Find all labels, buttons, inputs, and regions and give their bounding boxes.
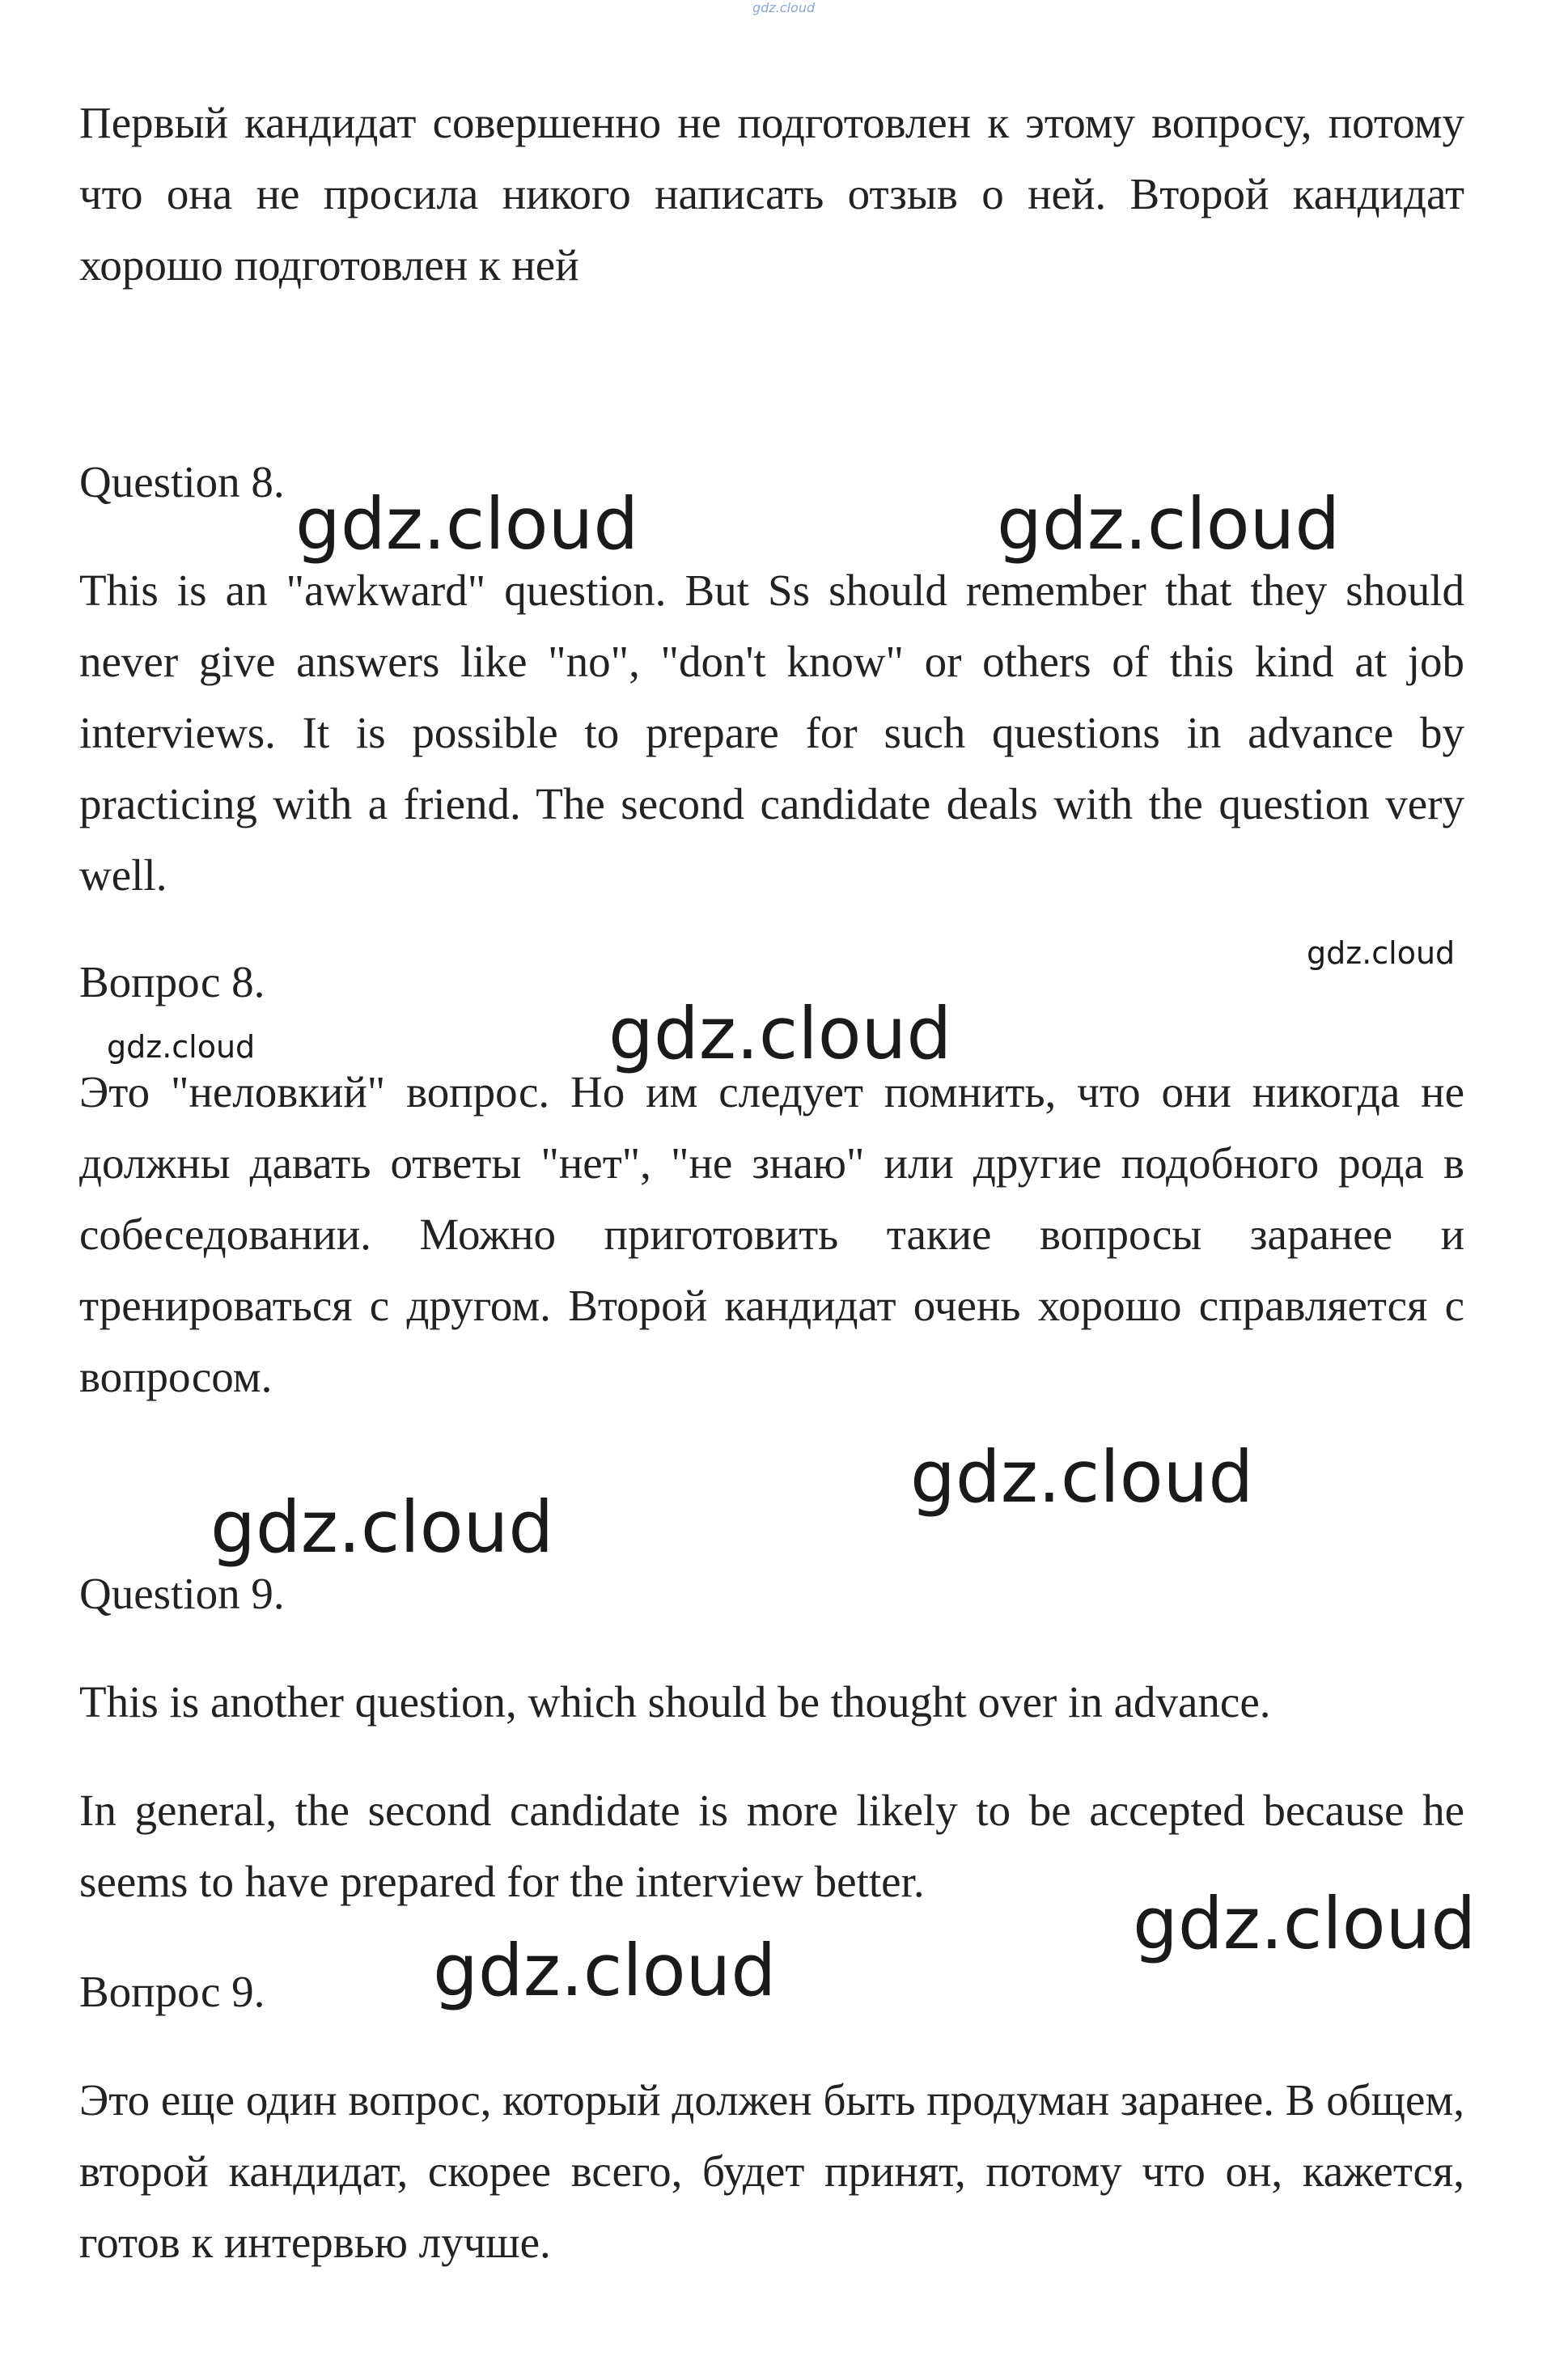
paragraph-question-8-en: This is an "awkward" question. But Ss should remember that they should never give answers like "no", "don't know" or others of this kind at job interviews. It is possible to prepare for such questions in advance by practicing with a friend. The second candidate deals with the question very well.	[79, 566, 1464, 900]
watermark: gdz.cloud	[608, 992, 952, 1075]
heading-question-8: Question 8.	[79, 457, 285, 506]
watermark: gdz.cloud	[295, 482, 639, 566]
paragraph-vopros-8-ru: Это "неловкий" вопрос. Но им следует помнить, что они никогда не должны давать ответы "нет", "не знаю" или другие подобного рода в собеседовании. Можно приготовить такие вопросы заранее и тренироваться с другом. Второй кандидат очень хорошо справляется с вопросом.	[79, 1067, 1464, 1401]
watermark: gdz.cloud	[210, 1485, 554, 1569]
watermark: gdz.cloud	[433, 1929, 777, 2012]
watermark: gdz.cloud	[997, 482, 1341, 566]
watermark: gdz.cloud	[910, 1435, 1254, 1519]
top-watermark: gdz.cloud	[752, 0, 816, 15]
watermark: gdz.cloud	[1133, 1882, 1477, 1965]
heading-question-9: Question 9.	[79, 1569, 285, 1618]
watermark: gdz.cloud	[107, 1029, 256, 1065]
heading-vopros-8: Вопрос 8.	[79, 957, 265, 1006]
watermark: gdz.cloud	[1307, 935, 1456, 971]
paragraph-vopros-9-ru: Это еще один вопрос, который должен быть продуман заранее. В общем, второй кандидат, скорее всего, будет принят, потому что он, кажется, готов к интервью лучше.	[79, 2075, 1464, 2267]
heading-vopros-9: Вопрос 9.	[79, 1967, 265, 2016]
paragraph-intro-ru: Первый кандидат совершенно не подготовлен к этому вопросу, потому что она не просила никого написать отзыв о ней. Второй кандидат хорошо подготовлен к ней	[79, 98, 1464, 290]
paragraph-question-9-en-2: In general, the second candidate is more likely to be accepted because he seems to have prepared for the interview better.	[79, 1786, 1464, 1906]
paragraph-question-9-en-1: This is another question, which should be thought over in advance.	[79, 1677, 1271, 1727]
